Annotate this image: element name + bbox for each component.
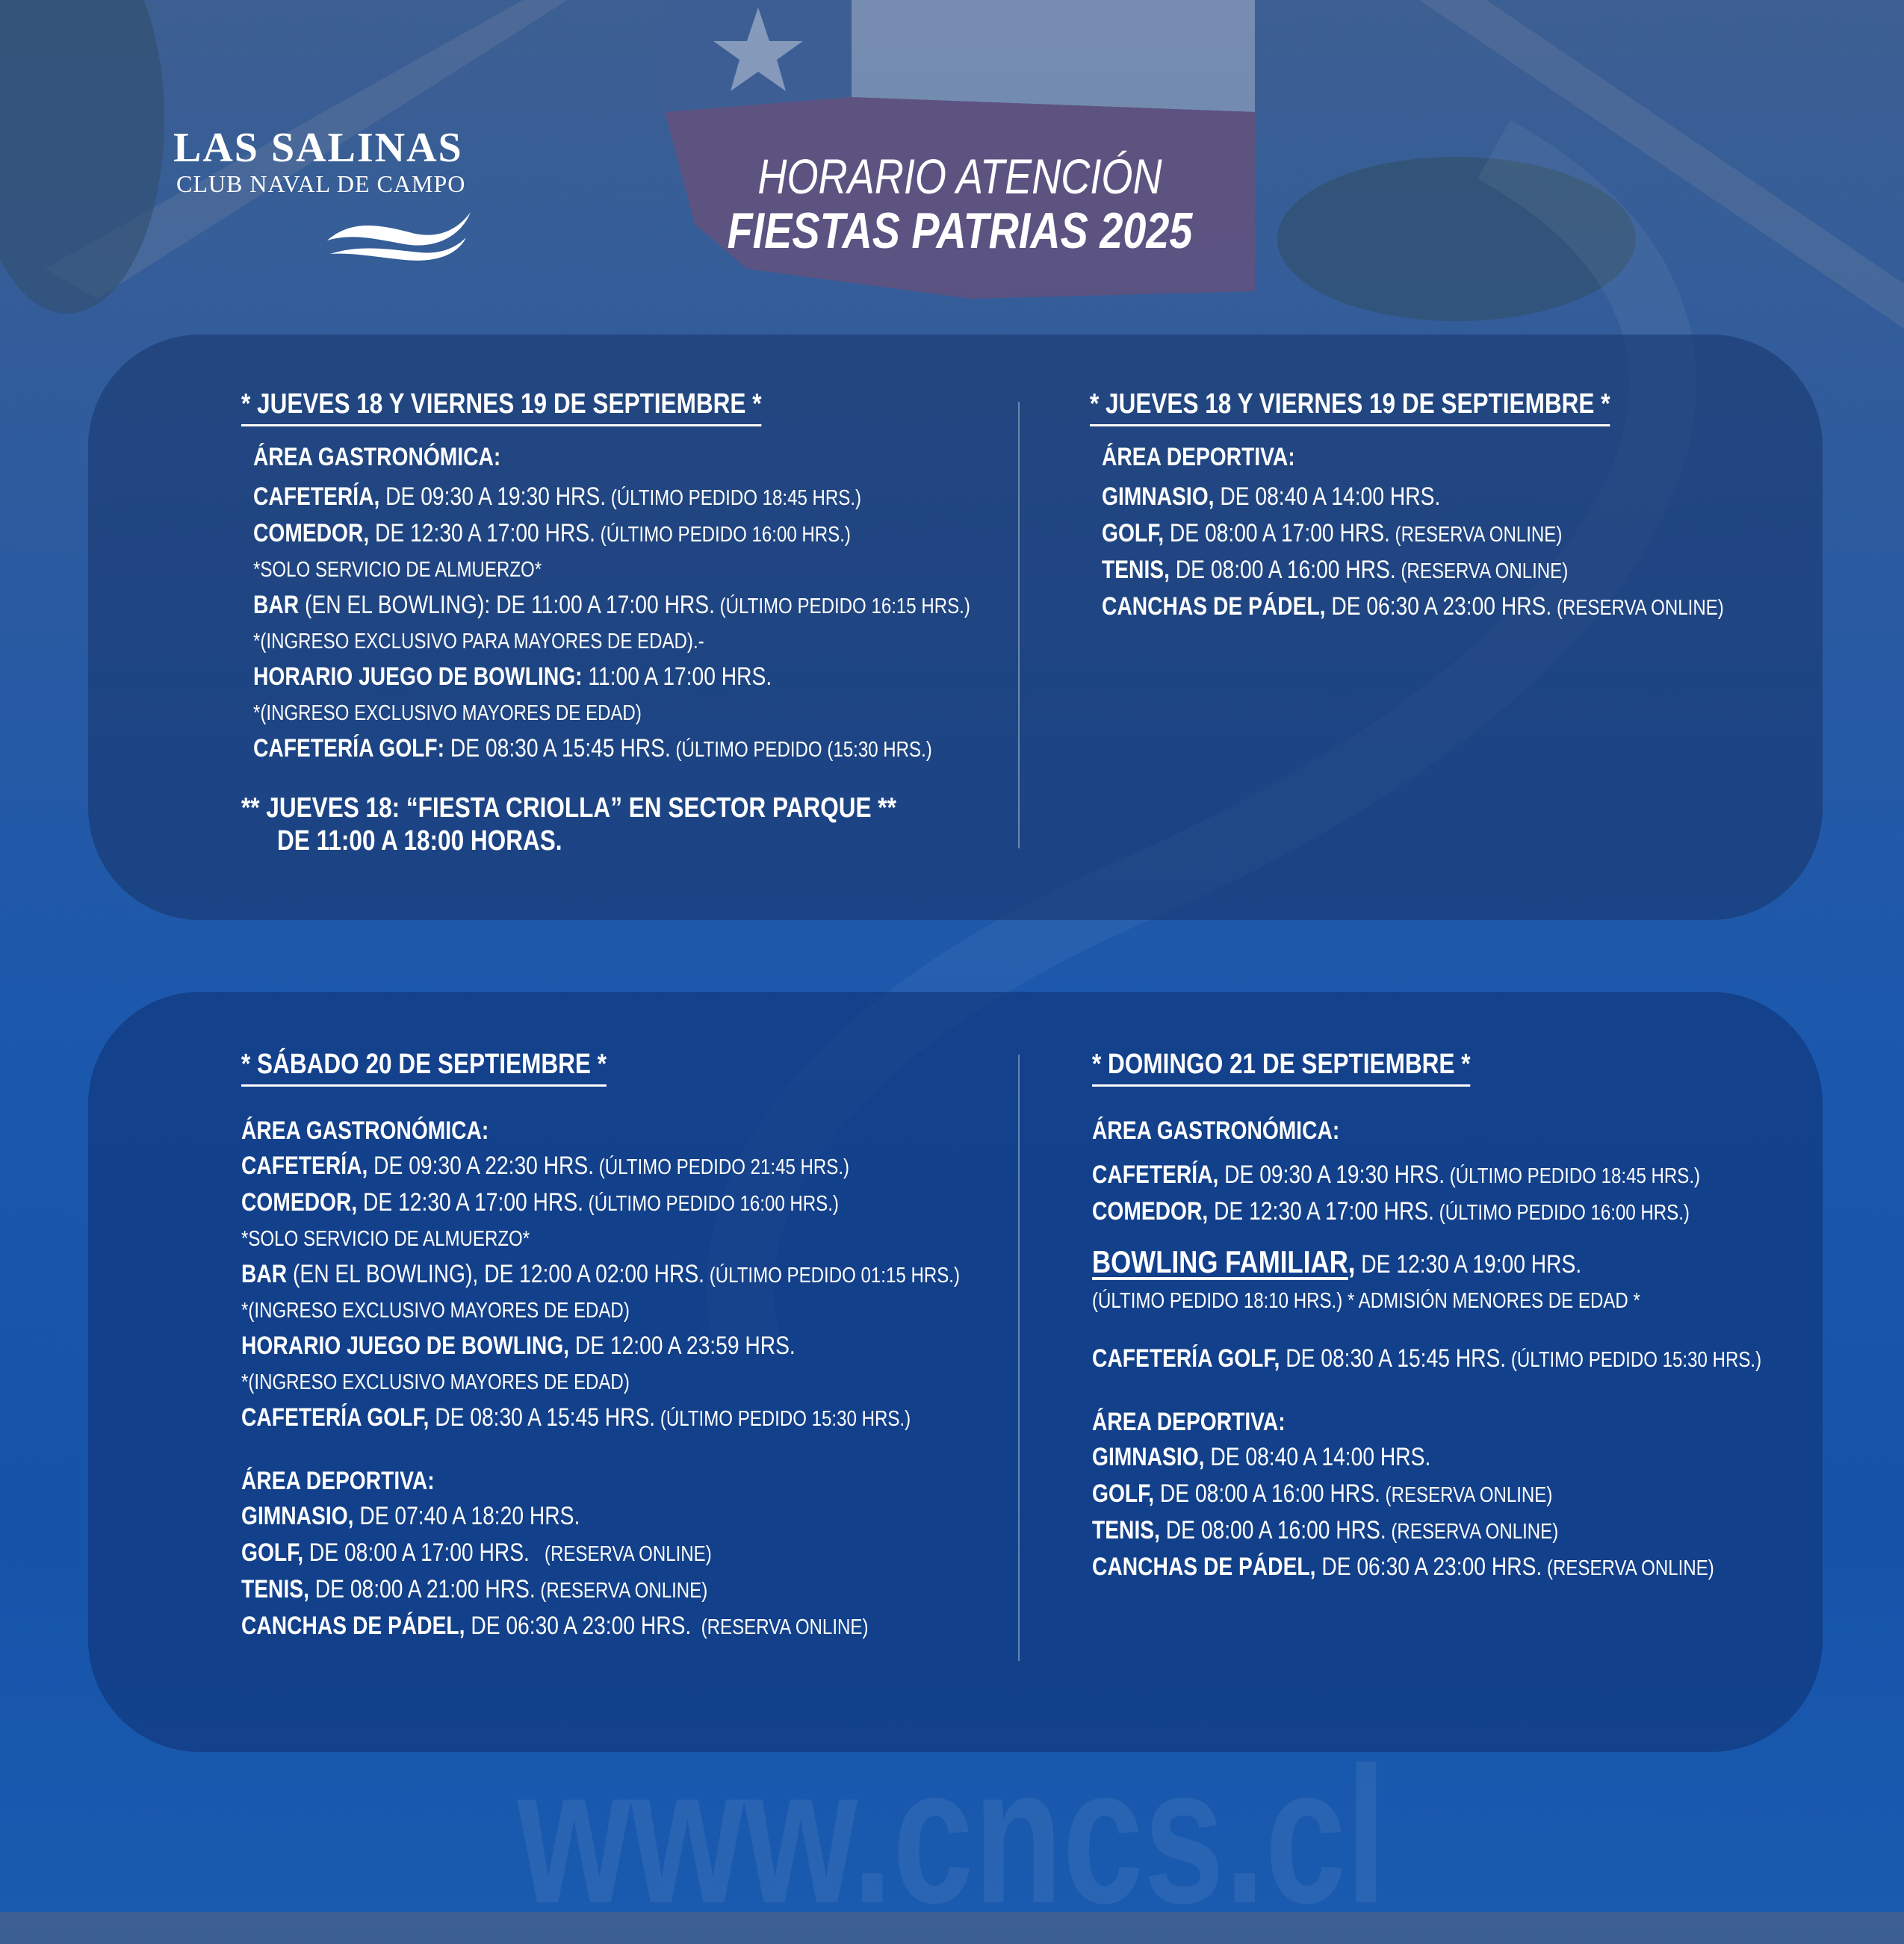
section-header: * SÁBADO 20 DE SEPTIEMBRE * (241, 1046, 607, 1087)
schedule-note: *(INGRESO EXCLUSIVO MAYORES DE EDAD) (241, 1299, 630, 1323)
schedule-item-comedor: COMEDOR, DE 12:30 A 17:00 HRS. (ÚLTIMO PEDIDO 16:00 HRS.) (241, 1188, 839, 1217)
schedule-item-tenis: TENIS, DE 08:00 A 16:00 HRS. (RESERVA ONLINE) (1092, 1516, 1559, 1544)
schedule-note: *(INGRESO EXCLUSIVO MAYORES DE EDAD) (253, 701, 642, 725)
waves-icon (323, 203, 472, 263)
area-heading-deportiva: ÁREA DEPORTIVA: (241, 1467, 435, 1495)
section-header: * DOMINGO 21 DE SEPTIEMBRE * (1092, 1046, 1470, 1087)
schedule-item-golf: GOLF, DE 08:00 A 16:00 HRS. (RESERVA ONLINE) (1092, 1479, 1553, 1508)
panel1-right-column (1090, 385, 1904, 626)
logo-subtitle: CLUB NAVAL DE CAMPO (176, 170, 466, 197)
panel2-right-column (1092, 1046, 1904, 1586)
schedule-item-bowling: HORARIO JUEGO DE BOWLING: 11:00 A 17:00 HRS. (253, 662, 772, 691)
area-heading-gastronomica: ÁREA GASTRONÓMICA: (241, 1117, 489, 1145)
schedule-note: *(INGRESO EXCLUSIVO MAYORES DE EDAD) (241, 1370, 630, 1394)
schedule-item-golf: GOLF, DE 08:00 A 17:00 HRS. (RESERVA ONLINE) (241, 1538, 712, 1567)
area-heading-deportiva: ÁREA DEPORTIVA: (1102, 443, 1295, 471)
page-title (672, 149, 1247, 258)
title-line-1: HORARIO ATENCIÓN (757, 149, 1162, 204)
schedule-note: *(INGRESO EXCLUSIVO PARA MAYORES DE EDAD).- (253, 630, 704, 653)
schedule-item-bowling: HORARIO JUEGO DE BOWLING, DE 12:00 A 23:59 HRS. (241, 1332, 796, 1360)
club-logo (173, 125, 487, 197)
panel1-left-column (241, 385, 1138, 857)
panel2-left-column (241, 1046, 1138, 1645)
schedule-item-bowling-familiar: BOWLING FAMILIAR, DE 12:30 A 19:00 HRS. (1092, 1244, 1582, 1279)
schedule-item-bar: BAR (EN EL BOWLING): DE 11:00 A 17:00 HRS. (ÚLTIMO PEDIDO 16:15 HRS.) (253, 591, 970, 619)
schedule-note: (ÚLTIMO PEDIDO 18:10 HRS.) * ADMISIÓN MENORES DE EDAD * (1092, 1289, 1640, 1313)
fiesta-criolla-hours: DE 11:00 A 18:00 HORAS. (277, 825, 562, 857)
area-heading-gastronomica: ÁREA GASTRONÓMICA: (253, 443, 501, 471)
schedule-item-cafeteria-golf: CAFETERÍA GOLF, DE 08:30 A 15:45 HRS. (ÚLTIMO PEDIDO 15:30 HRS.) (1092, 1344, 1762, 1373)
title-line-2: FIESTAS PATRIAS 2025 (727, 202, 1193, 259)
schedule-item-padel: CANCHAS DE PÁDEL, DE 06:30 A 23:00 HRS. (RESERVA ONLINE) (1102, 592, 1724, 621)
website-watermark: www.cncs.cl (517, 1727, 1387, 1944)
schedule-item-tenis: TENIS, DE 08:00 A 21:00 HRS. (RESERVA ONLINE) (241, 1575, 708, 1603)
schedule-item-comedor: COMEDOR, DE 12:30 A 17:00 HRS. (ÚLTIMO PEDIDO 16:00 HRS.) (1092, 1197, 1690, 1226)
section-header: * JUEVES 18 Y VIERNES 19 DE SEPTIEMBRE * (241, 385, 761, 426)
schedule-item-padel: CANCHAS DE PÁDEL, DE 06:30 A 23:00 HRS. (RESERVA ONLINE) (241, 1612, 869, 1640)
schedule-note: *SOLO SERVICIO DE ALMUERZO* (253, 558, 542, 582)
section-header: * JUEVES 18 Y VIERNES 19 DE SEPTIEMBRE * (1090, 385, 1610, 426)
area-heading-deportiva: ÁREA DEPORTIVA: (1092, 1408, 1286, 1436)
schedule-item-cafeteria: CAFETERÍA, DE 09:30 A 19:30 HRS. (ÚLTIMO PEDIDO 18:45 HRS.) (253, 482, 862, 511)
schedule-item-tenis: TENIS, DE 08:00 A 16:00 HRS. (RESERVA ONLINE) (1102, 556, 1569, 584)
area-heading-gastronomica: ÁREA GASTRONÓMICA: (1092, 1117, 1340, 1145)
schedule-item-cafeteria: CAFETERÍA, DE 09:30 A 19:30 HRS. (ÚLTIMO PEDIDO 18:45 HRS.) (1092, 1161, 1701, 1189)
schedule-item-gimnasio: GIMNASIO, DE 07:40 A 18:20 HRS. (241, 1502, 580, 1530)
schedule-item-cafeteria-golf: CAFETERÍA GOLF, DE 08:30 A 15:45 HRS. (ÚLTIMO PEDIDO 15:30 HRS.) (241, 1403, 911, 1432)
schedule-item-bar: BAR (EN EL BOWLING), DE 12:00 A 02:00 HRS. (ÚLTIMO PEDIDO 01:15 HRS.) (241, 1260, 960, 1288)
schedule-item-padel: CANCHAS DE PÁDEL, DE 06:30 A 23:00 HRS. (RESERVA ONLINE) (1092, 1553, 1714, 1581)
schedule-item-gimnasio: GIMNASIO, DE 08:40 A 14:00 HRS. (1092, 1443, 1431, 1471)
fiesta-criolla-title: ** JUEVES 18: “FIESTA CRIOLLA” EN SECTOR PARQUE ** (241, 792, 896, 824)
schedule-item-comedor: COMEDOR, DE 12:30 A 17:00 HRS. (ÚLTIMO PEDIDO 16:00 HRS.) (253, 519, 851, 547)
schedule-item-cafeteria: CAFETERÍA, DE 09:30 A 22:30 HRS. (ÚLTIMO PEDIDO 21:45 HRS.) (241, 1152, 850, 1180)
schedule-item-gimnasio: GIMNASIO, DE 08:40 A 14:00 HRS. (1102, 482, 1441, 511)
schedule-item-cafeteria-golf: CAFETERÍA GOLF: DE 08:30 A 15:45 HRS. (ÚLTIMO PEDIDO (15:30 HRS.) (253, 734, 932, 763)
logo-name: LAS SALINAS (173, 125, 463, 171)
schedule-note: *SOLO SERVICIO DE ALMUERZO* (241, 1227, 530, 1251)
schedule-item-golf: GOLF, DE 08:00 A 17:00 HRS. (RESERVA ONLINE) (1102, 519, 1563, 547)
